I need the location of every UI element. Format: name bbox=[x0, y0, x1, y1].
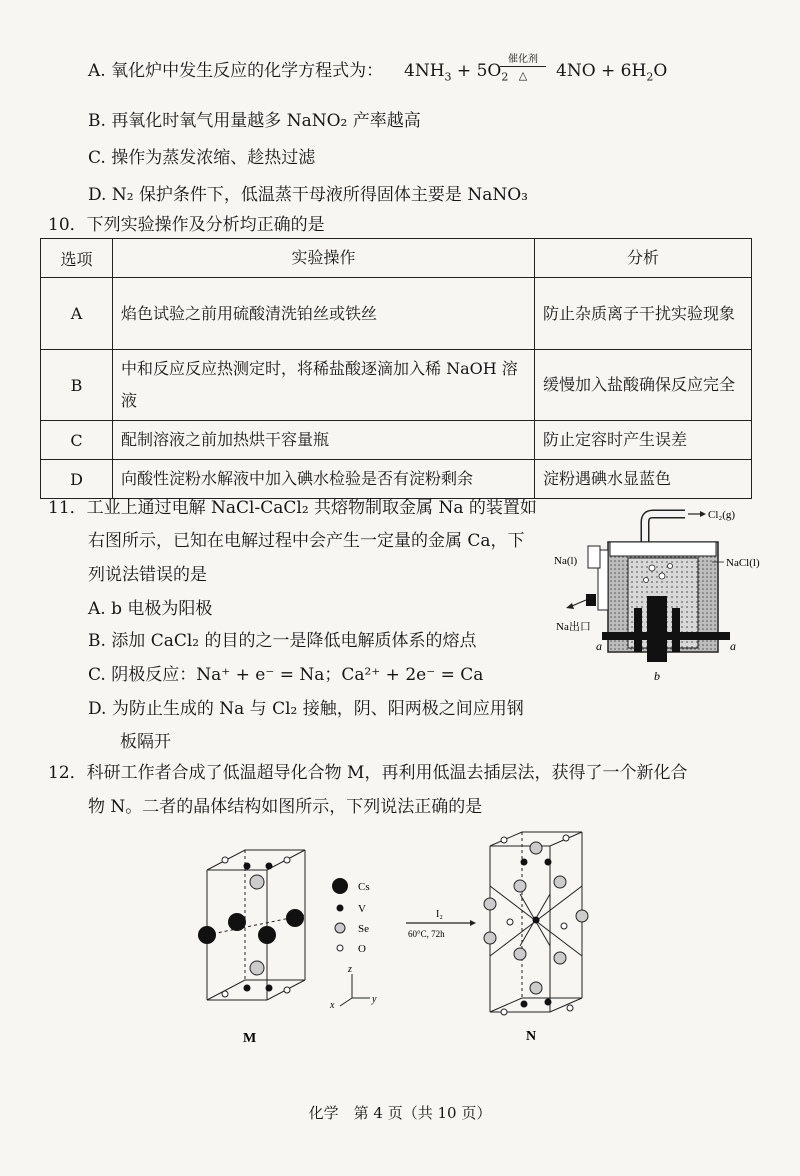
atom-o bbox=[563, 835, 569, 841]
row-option: A bbox=[41, 278, 113, 350]
atom-o bbox=[284, 987, 290, 993]
outlet-arrowhead bbox=[566, 603, 574, 609]
atom-o bbox=[284, 857, 290, 863]
q11-option-a bbox=[88, 598, 212, 620]
electrode-a-right-label: a bbox=[730, 639, 736, 653]
atom-se bbox=[484, 932, 496, 944]
bubble bbox=[644, 578, 649, 583]
row-operation: 中和反应反应热测定时，将稀盐酸逐滴加入稀 NaOH 溶液 bbox=[113, 350, 535, 421]
option-label: A. bbox=[88, 599, 106, 619]
cl2-pipe bbox=[645, 514, 685, 542]
cl2-label: Cl₂(g) bbox=[708, 509, 736, 521]
bubble bbox=[659, 573, 665, 579]
bubble bbox=[668, 564, 673, 569]
atom-o bbox=[501, 1009, 507, 1015]
q11-option-b bbox=[88, 630, 477, 652]
q11-stem-line2: 右图所示，已知在电解过程中会产生一定量的金属 Ca，下 bbox=[88, 531, 525, 551]
atom-v bbox=[266, 863, 273, 870]
legend-se-symbol bbox=[335, 923, 345, 933]
atom-cs bbox=[286, 909, 304, 927]
bubble bbox=[649, 565, 655, 571]
legend-o: O bbox=[358, 943, 366, 955]
option-text: 操作为蒸发浓缩、趁热过滤 bbox=[111, 148, 316, 168]
atom-v bbox=[533, 917, 540, 924]
na-collector bbox=[588, 546, 600, 568]
q11-stem-line1: 11．工业上通过电解 NaCl-CaCl₂ 共熔物制取金属 Na 的装置如 bbox=[48, 498, 537, 518]
q11-option-d bbox=[88, 698, 524, 720]
option-text: 氧化炉中发生反应的化学方程式为： bbox=[111, 61, 384, 81]
atom-se bbox=[250, 875, 264, 889]
table-header-row bbox=[41, 239, 752, 278]
axis-y-label: y bbox=[372, 994, 377, 1005]
q12-stem-line2: 物 N。二者的晶体结构如图所示，下列说法正确的是 bbox=[88, 797, 483, 817]
electrode-b-label: b bbox=[654, 669, 660, 683]
option-text: 添加 CaCl₂ 的目的之一是降低电解质体系的熔点 bbox=[111, 631, 477, 651]
arrow-head bbox=[470, 920, 476, 926]
header-option: 选项 bbox=[41, 239, 113, 278]
q12-stem-line1: 12．科研工作者合成了低温超导化合物 M，再利用低温去插层法，获得了一个新化合 bbox=[48, 763, 688, 783]
arrow-conditions: 60°C, 72h bbox=[408, 929, 445, 939]
atom-o bbox=[561, 923, 567, 929]
atom-cs bbox=[258, 926, 276, 944]
atom-v bbox=[244, 985, 251, 992]
option-label: D. bbox=[88, 185, 107, 205]
atom-se bbox=[250, 961, 264, 975]
legend-v-symbol bbox=[337, 905, 344, 912]
label-m: M bbox=[243, 1031, 257, 1046]
q11-option-c bbox=[88, 664, 483, 686]
cathode-left bbox=[634, 608, 642, 652]
label-n: N bbox=[526, 1029, 537, 1044]
axis-x-line bbox=[340, 998, 352, 1006]
page-footer: 化学 第 4 页（共 10 页） bbox=[308, 1104, 492, 1122]
atom-v bbox=[545, 859, 552, 866]
row-analysis: 防止定容时产生误差 bbox=[535, 421, 752, 460]
vessel-lid bbox=[610, 542, 716, 556]
q11-option-d-cont: 板隔开 bbox=[120, 732, 171, 752]
table-row bbox=[41, 350, 752, 421]
q9-equation-right: $4NO + 6H_2O$ bbox=[556, 61, 668, 84]
option-label: C. bbox=[88, 148, 106, 168]
table-row bbox=[41, 278, 752, 350]
atom-o bbox=[222, 991, 228, 997]
row-operation: 焰色试验之前用硫酸清洗铂丝或铁丝 bbox=[113, 278, 535, 350]
synthesis-arrow bbox=[400, 905, 480, 945]
crystal-structure-m bbox=[195, 830, 325, 1050]
atom-se bbox=[530, 982, 542, 994]
atom-v bbox=[521, 1001, 528, 1008]
q10-stem: 10．下列实验操作及分析均正确的是 bbox=[48, 215, 325, 235]
atom-o bbox=[567, 1005, 573, 1011]
row-analysis: 防止杂质离子干扰实验现象 bbox=[535, 278, 752, 350]
nacl-label: NaCl(l) bbox=[726, 557, 760, 569]
atom-se bbox=[514, 948, 526, 960]
row-option: B bbox=[41, 350, 113, 421]
option-label: B. bbox=[88, 111, 106, 131]
q9-option-b bbox=[88, 110, 421, 132]
row-option: C bbox=[41, 421, 113, 460]
cl2-arrowhead bbox=[700, 511, 706, 517]
option-label: D. bbox=[88, 699, 107, 719]
atom-v bbox=[266, 985, 273, 992]
atom-cs bbox=[198, 926, 216, 944]
outlet-label: Na出口 bbox=[556, 621, 591, 633]
arrow-reagent: I₂ bbox=[436, 909, 443, 920]
option-label: B. bbox=[88, 631, 106, 651]
catalyst-label: 催化剂 bbox=[508, 54, 538, 65]
row-analysis: 淀粉遇碘水显蓝色 bbox=[535, 460, 752, 499]
cathode-bar bbox=[602, 632, 730, 640]
atom-se bbox=[514, 880, 526, 892]
row-operation: 向酸性淀粉水解液中加入碘水检验是否有淀粉剩余 bbox=[113, 460, 535, 499]
atom-cs bbox=[228, 913, 246, 931]
legend bbox=[328, 870, 408, 1010]
row-operation: 配制溶液之前加热烘干容量瓶 bbox=[113, 421, 535, 460]
anode-b bbox=[647, 596, 667, 662]
legend-o-symbol bbox=[337, 945, 343, 951]
option-text: 再氧化时氧气用量越多 NaNO₂ 产率越高 bbox=[111, 111, 421, 131]
q9-option-a bbox=[88, 60, 383, 82]
atom-v bbox=[545, 999, 552, 1006]
electrolysis-figure bbox=[550, 500, 765, 690]
atom-se bbox=[576, 910, 588, 922]
row-analysis: 缓慢加入盐酸确保反应完全 bbox=[535, 350, 752, 421]
option-text: b 电极为阳极 bbox=[111, 599, 213, 619]
atom-o bbox=[501, 837, 507, 843]
outlet-arrow bbox=[572, 600, 586, 606]
na-valve bbox=[586, 594, 596, 606]
atom-se bbox=[530, 842, 542, 854]
cathode-right bbox=[672, 608, 680, 652]
option-label: A. bbox=[88, 61, 106, 81]
header-analysis: 分析 bbox=[535, 239, 752, 278]
option-label: C. bbox=[88, 665, 106, 685]
row-option: D bbox=[41, 460, 113, 499]
atom-v bbox=[244, 863, 251, 870]
table-row bbox=[41, 460, 752, 499]
q9-option-c bbox=[88, 147, 315, 169]
legend-cs: Cs bbox=[358, 881, 370, 893]
legend-se: Se bbox=[358, 923, 369, 935]
table-row bbox=[41, 421, 752, 460]
atom-se bbox=[484, 898, 496, 910]
q10-table bbox=[40, 238, 752, 499]
q11-stem-line3: 列说法错误的是 bbox=[88, 565, 207, 585]
q9-equation-left: $4NH_3 + 5O_2$ bbox=[404, 61, 509, 84]
header-operation: 实验操作 bbox=[113, 239, 535, 278]
legend-v: V bbox=[358, 903, 366, 915]
nal-label: Na(l) bbox=[554, 555, 578, 567]
legend-cs-symbol bbox=[332, 878, 348, 894]
atom-se bbox=[554, 952, 566, 964]
option-text: 为防止生成的 Na 与 Cl₂ 接触，阴、阳两极之间应用钢 bbox=[111, 699, 524, 719]
atom-o bbox=[507, 919, 513, 925]
crystal-structure-n bbox=[480, 826, 600, 1048]
atom-v bbox=[521, 859, 528, 866]
atom-o bbox=[222, 857, 228, 863]
option-text: 阴极反应：Na⁺ + e⁻ = Na；Ca²⁺ + 2e⁻ = Ca bbox=[111, 665, 484, 685]
heat-symbol: △ bbox=[518, 69, 528, 82]
axis-z-label: z bbox=[348, 964, 352, 975]
atom-se bbox=[554, 876, 566, 888]
reaction-arrow bbox=[500, 66, 546, 67]
axis-x-label: x bbox=[330, 1000, 335, 1010]
q9-option-d bbox=[88, 184, 528, 206]
option-text: N₂ 保护条件下，低温蒸干母液所得固体主要是 NaNO₃ bbox=[111, 185, 528, 205]
electrode-a-left-label: a bbox=[596, 639, 602, 653]
